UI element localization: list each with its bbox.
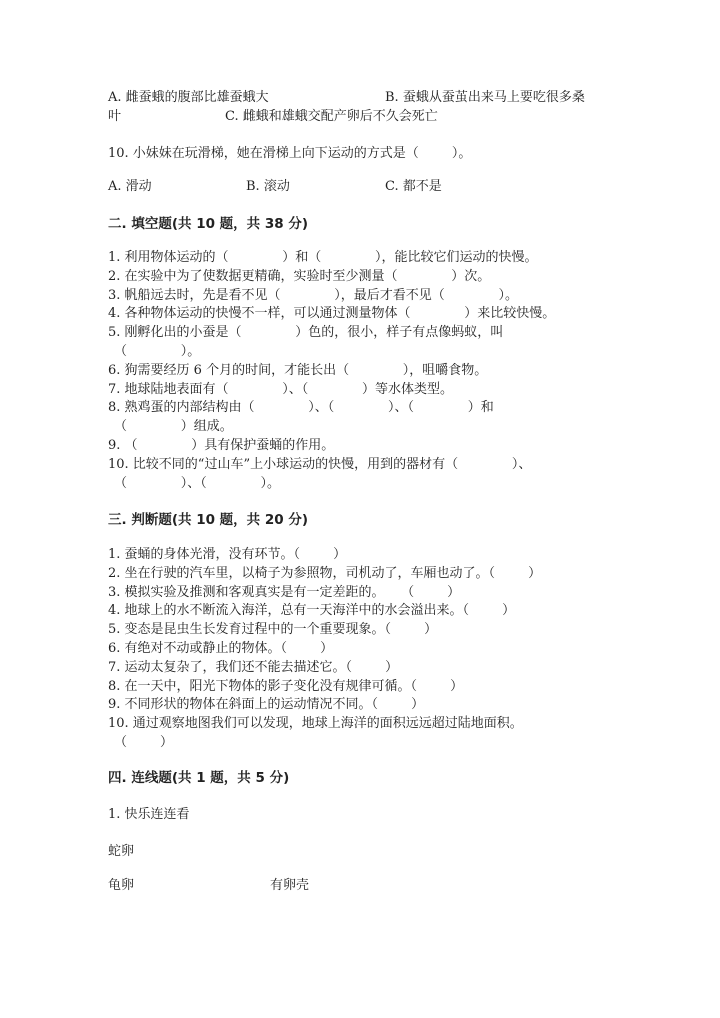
option-b-continued: 叶 — [108, 109, 122, 124]
matching-left-item: 蛇卵 — [108, 844, 135, 859]
question-line: 7. 运动太复杂了，我们还不能去描述它。（ ） — [108, 659, 399, 675]
question-line: 6. 有绝对不动或静止的物体。（ ） — [108, 641, 334, 656]
question-line: 7. 地球陆地表面有（ ）、（ ）等水体类型。 — [108, 381, 453, 397]
question-line: 10. 比较不同的“过山车”上小球运动的快慢，用到的器材有（ ）、 — [108, 456, 532, 472]
question-line: 5. 刚孵化出的小蚕是（ ）色的，很小，样子有点像蚂蚁，叫 — [108, 325, 504, 341]
question-line: 8. 在一天中，阳光下物体的影子变化没有规律可循。（ ） — [108, 678, 464, 694]
question-line: 4. 各种物体运动的快慢不一样，可以通过测量物体（ ）来比较快慢。 — [108, 306, 556, 322]
question-line: （ ）。 — [114, 344, 201, 359]
option-a: A. 雌蚕蛾的腹部比雄蚕蛾大 — [108, 90, 269, 105]
question-line: 3. 模拟实验及推测和客观真实是有一定差距的。 （ ） — [108, 584, 461, 600]
question-line: 1. 蚕蛹的身体光滑，没有环节。（ ） — [108, 547, 347, 562]
section-judgement-title: 三. 判断题(共 10 题，共 20 分) — [108, 512, 309, 528]
question-line: 5. 变态是昆虫生长发育过程中的一个重要现象。（ ） — [108, 622, 438, 638]
question-line: （ ）、（ ）。 — [114, 475, 280, 491]
question-line: （ ）组成。 — [114, 419, 233, 435]
question-line: 2. 在实验中为了使数据更精确，实验时至少测量（ ）次。 — [108, 268, 491, 284]
option-c: C. 都不是 — [385, 179, 442, 194]
question-line: 10. 通过观察地图我们可以发现，地球上海洋的面积远远超过陆地面积。 — [108, 716, 523, 732]
option-a: A. 滑动 — [108, 179, 152, 194]
section-fill-blank-title: 二. 填空题(共 10 题，共 38 分) — [108, 216, 309, 232]
question-stem: 10. 小妹妹在玩滑梯，她在滑梯上向下运动的方式是（ ）。 — [108, 146, 472, 161]
question-line: （ ） — [114, 735, 174, 750]
option-b: B. 滚动 — [246, 179, 290, 194]
question-line: 8. 熟鸡蛋的内部结构由（ ）、（ ）、（ ）和 — [108, 400, 494, 416]
matching-right-item: 有卵壳 — [270, 878, 310, 893]
option-b: B. 蚕蛾从蚕茧出来马上要吃很多桑 — [385, 90, 585, 105]
question-line: 1. 利用物体运动的（ ）和（ ），能比较它们运动的快慢。 — [108, 250, 538, 265]
section-matching-title: 四. 连线题(共 1 题，共 5 分) — [108, 770, 290, 786]
matching-question: 1. 快乐连连看 — [108, 807, 190, 822]
option-c: C. 雌蛾和雄蛾交配产卵后不久会死亡 — [225, 109, 438, 124]
question-line: 2. 坐在行驶的汽车里，以椅子为参照物，司机动了，车厢也动了。（ ） — [108, 565, 542, 581]
question-line: 6. 狗需要经历 6 个月的时间，才能长出（ ），咀嚼食物。 — [108, 362, 488, 378]
question-line: 9. 不同形状的物体在斜面上的运动情况不同。（ ） — [108, 697, 425, 713]
question-line: 4. 地球上的水不断流入海洋，总有一天海洋中的水会溢出来。（ ） — [108, 603, 516, 619]
question-line: 9. （ ）具有保护蚕蛹的作用。 — [108, 438, 335, 453]
question-line: 3. 帆船远去时，先是看不见（ ），最后才看不见（ ）。 — [108, 287, 518, 303]
matching-left-item: 龟卵 — [108, 878, 135, 893]
